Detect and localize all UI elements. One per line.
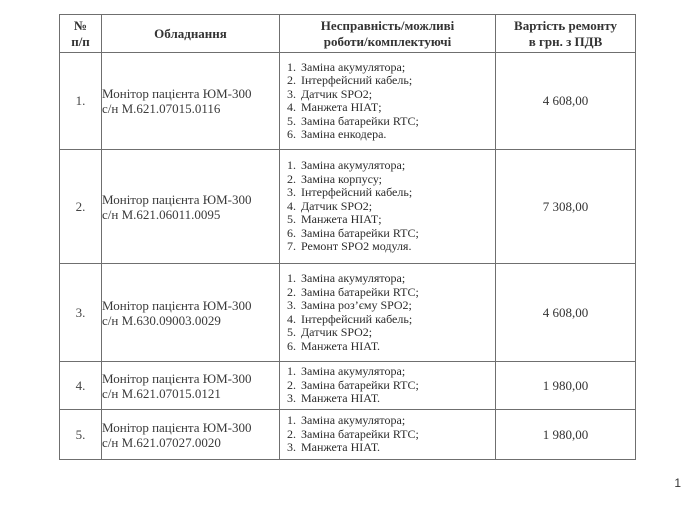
row-number: 4. [60, 362, 102, 410]
equipment-cell [102, 53, 280, 150]
list-item: 2. Заміна батарейки RTC; [287, 284, 419, 299]
row-number: 5. [60, 410, 102, 460]
equipment-name: Монітор пацієнта ЮМ-300 [102, 191, 252, 207]
header-cost: Вартість ремонту в грн. з ПДВ [496, 15, 636, 53]
works-cell [280, 264, 496, 362]
list-item: 6. Заміна енкодера. [287, 127, 387, 141]
works-list [280, 159, 495, 254]
equipment-name: Монітор пацієнта ЮМ-300 [102, 86, 252, 101]
list-item: 6. Манжета НІАТ. [287, 338, 380, 353]
list-item: 2. Заміна батарейки RTC; [287, 377, 419, 392]
list-item: 1. Заміна акумулятора; [287, 59, 406, 74]
serial-number: с/н М.630.09003.0029 [102, 312, 221, 328]
equipment-name: Монітор пацієнта ЮМ-300 [102, 297, 252, 313]
equipment-cell [102, 264, 280, 362]
list-item: 3. Датчик SPO2; [287, 86, 373, 101]
works-list [280, 365, 495, 406]
list-item: 1. Заміна акумулятора; [287, 271, 406, 285]
header-row [60, 15, 636, 53]
table-row [60, 362, 636, 410]
row-number: 2. [60, 150, 102, 264]
cost-cell: 1 980,00 [496, 362, 636, 410]
works-cell [280, 53, 496, 150]
list-item: 5. Манжета НІАТ; [287, 212, 382, 227]
works-cell [280, 410, 496, 460]
serial-number: с/н М.621.07015.0116 [102, 101, 221, 116]
table-row [60, 264, 636, 362]
list-item: 3. Інтерфейсний кабель; [287, 185, 413, 200]
page-number: 1 [674, 476, 681, 490]
works-cell [280, 150, 496, 264]
cost-cell: 7 308,00 [496, 150, 636, 264]
list-item: 3. Заміна роз’єму SPO2; [287, 298, 412, 312]
cost-cell: 1 980,00 [496, 410, 636, 460]
list-item: 3. Манжета НІАТ. [287, 440, 380, 455]
table-row [60, 53, 636, 150]
header-num: № п/п [60, 15, 102, 53]
works-list [280, 61, 495, 142]
equipment-cell [102, 150, 280, 264]
list-item: 1. Заміна акумулятора; [287, 158, 406, 173]
equipment-cell [102, 410, 280, 460]
list-item: 5. Заміна батарейки RTC; [287, 113, 419, 128]
equipment-cell [102, 362, 280, 410]
table-row [60, 150, 636, 264]
serial-number: с/н М.621.07015.0121 [102, 385, 221, 401]
table-row [60, 410, 636, 460]
row-number: 3. [60, 264, 102, 362]
works-list [280, 272, 495, 353]
equipment-name: Монітор пацієнта ЮМ-300 [102, 370, 252, 386]
row-number: 1. [60, 53, 102, 150]
repair-table [59, 14, 636, 460]
list-item: 3. Манжета НІАТ. [287, 391, 380, 406]
list-item: 6. Заміна батарейки RTC; [287, 225, 419, 240]
cost-cell: 4 608,00 [496, 53, 636, 150]
list-item: 2. Інтерфейсний кабель; [287, 73, 413, 87]
cost-cell: 4 608,00 [496, 264, 636, 362]
works-cell [280, 362, 496, 410]
serial-number: с/н М.621.06011.0095 [102, 206, 221, 222]
header-works: Несправність/можливі роботи/комплектуючі [280, 15, 496, 53]
list-item: 1. Заміна акумулятора; [287, 364, 406, 379]
header-equipment: Обладнання [102, 15, 280, 53]
list-item: 4. Датчик SPO2; [287, 198, 373, 213]
list-item: 4. Манжета НІАТ; [287, 100, 382, 114]
list-item: 4. Інтерфейсний кабель; [287, 311, 413, 326]
list-item: 5. Датчик SPO2; [287, 325, 373, 339]
serial-number: с/н М.621.07027.0020 [102, 434, 221, 450]
list-item: 2. Заміна корпусу; [287, 171, 382, 186]
list-item: 7. Ремонт SPO2 модуля. [287, 239, 412, 254]
equipment-name: Монітор пацієнта ЮМ-300 [102, 419, 252, 435]
works-list [280, 414, 495, 455]
list-item: 2. Заміна батарейки RTC; [287, 426, 419, 441]
list-item: 1. Заміна акумулятора; [287, 413, 406, 428]
